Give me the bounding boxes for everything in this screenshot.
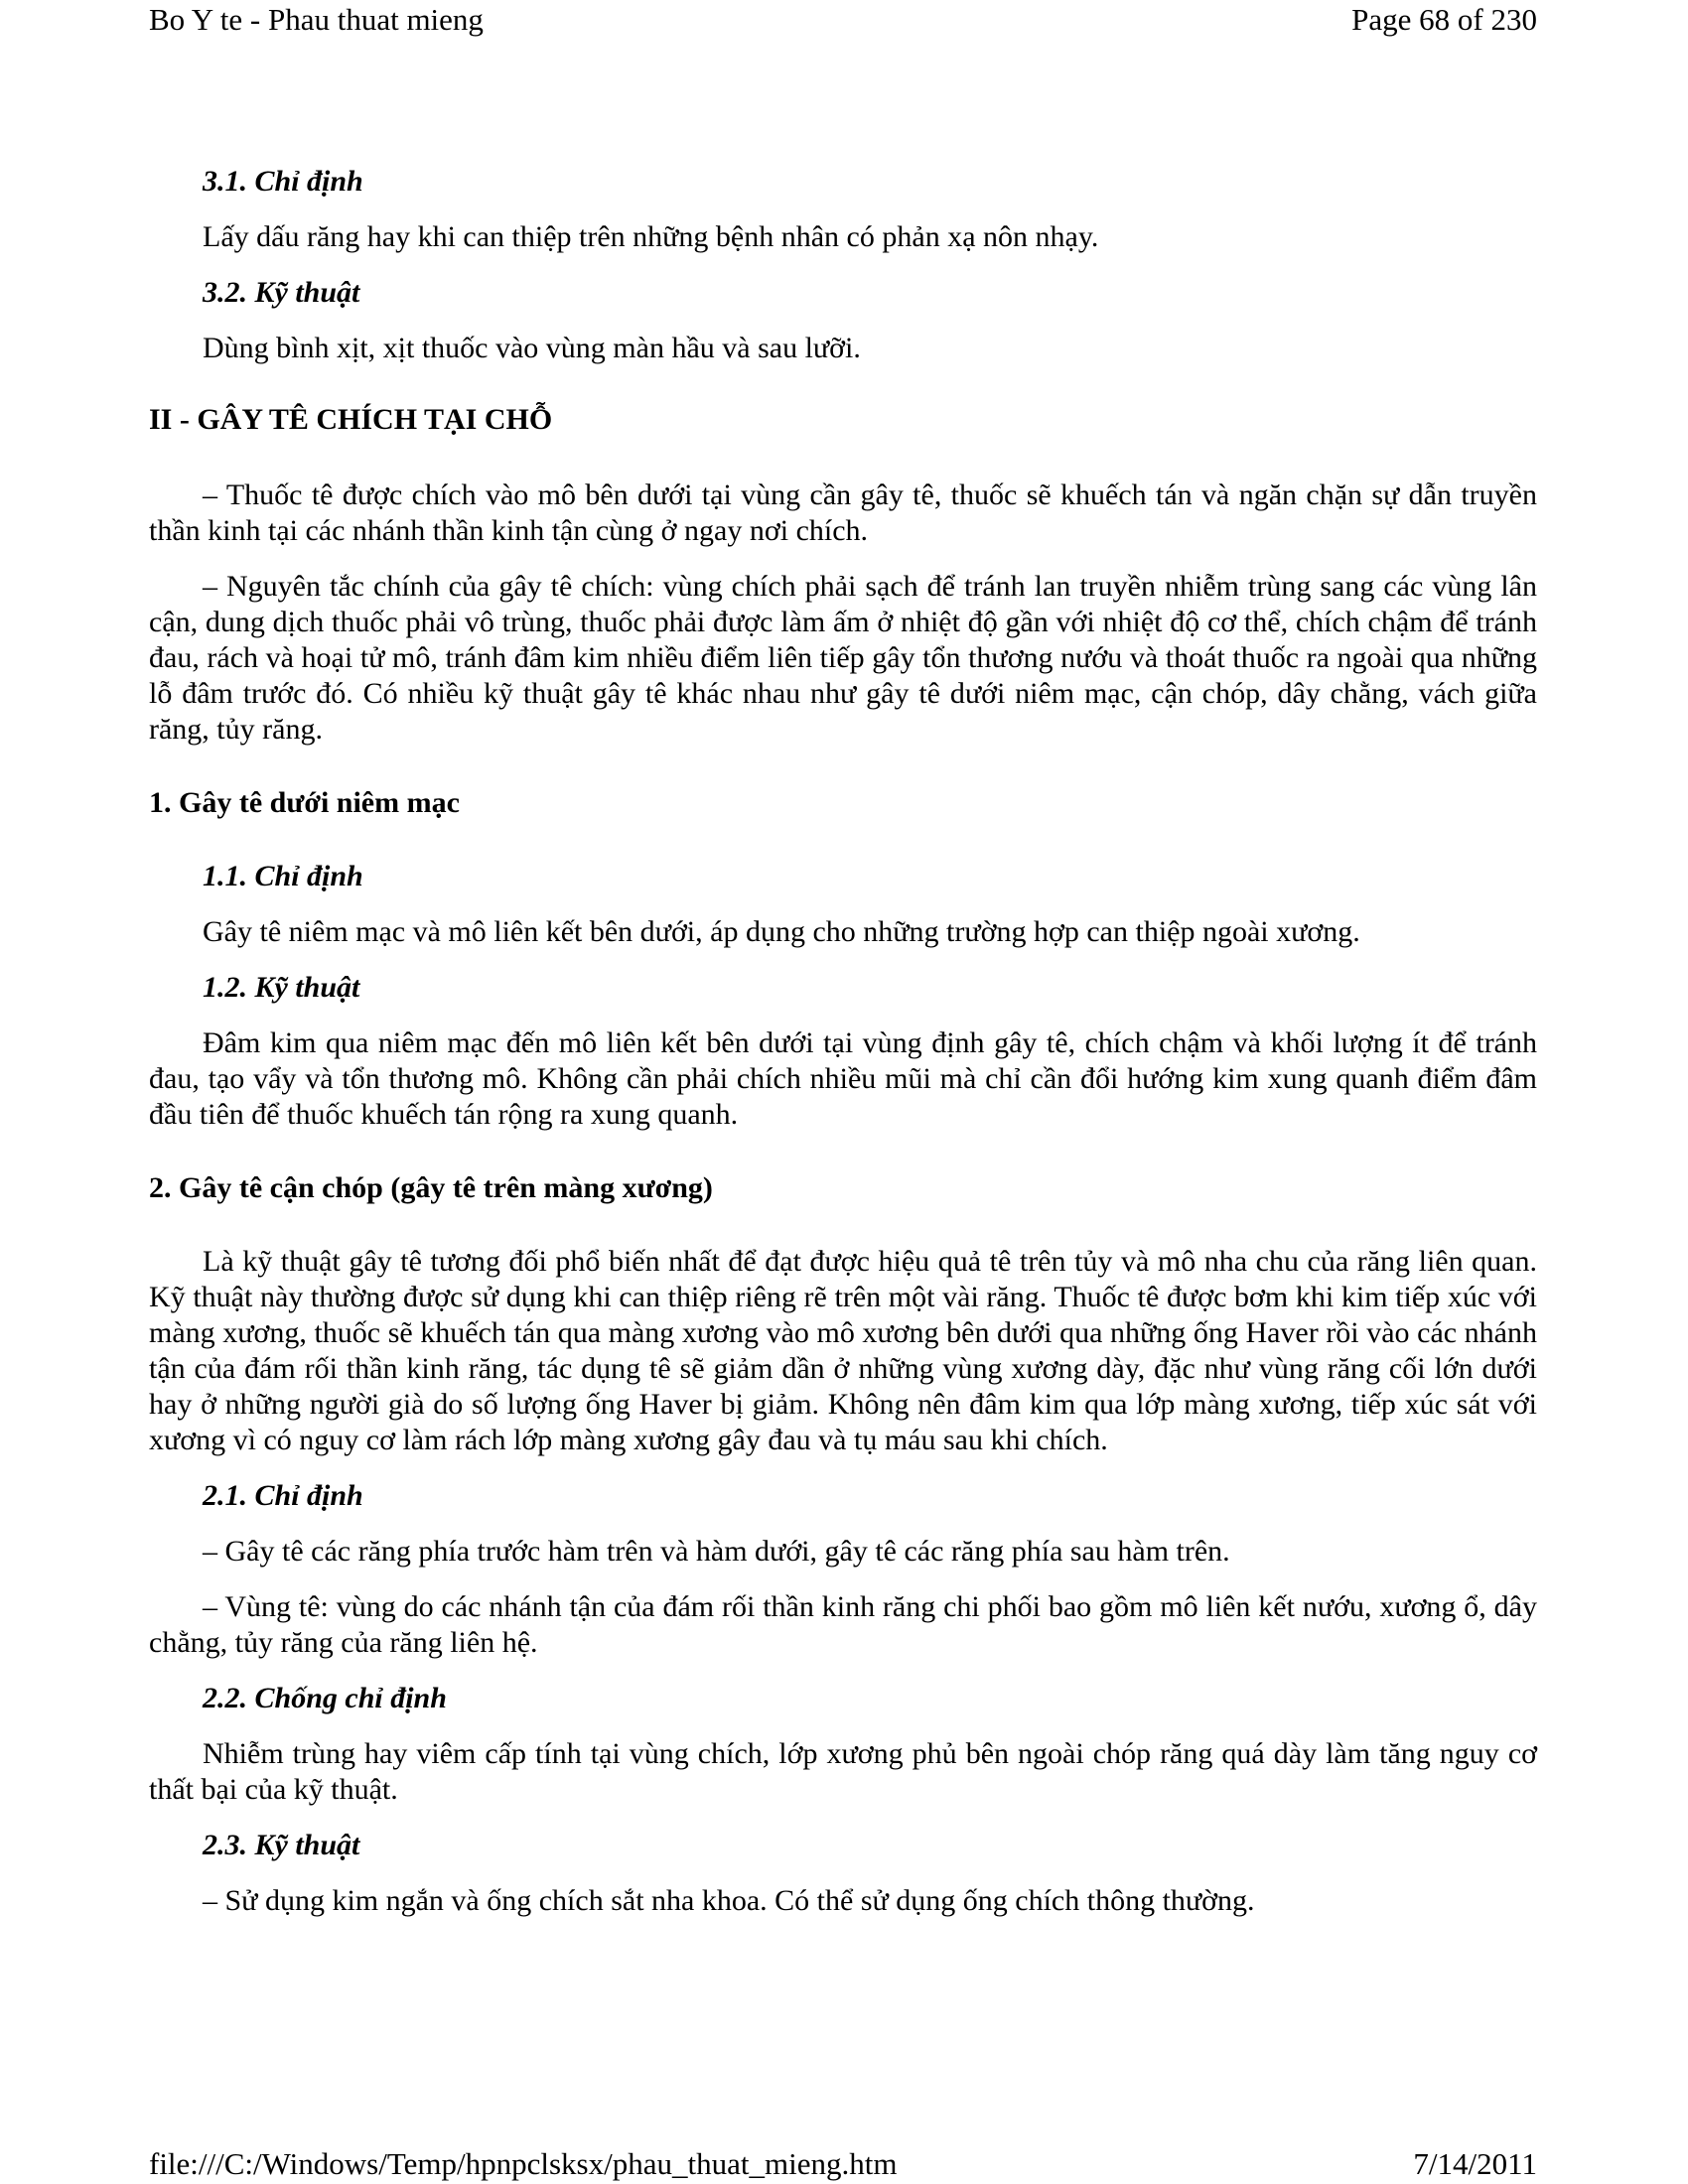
paragraph: Đâm kim qua niêm mạc đến mô liên kết bên dưới tại vùng định gây tê, chích chậm và khối lượng ít để tránh đau, tạo vẩy và tổn thương mô. Không cần phải chích nhiều mũi mà chỉ cần đổi hướng kim xung quanh điểm đâm đầu tiên để thuốc khuếch tán rộng ra xung quanh.: [149, 1026, 1537, 1131]
page-header: [149, 2, 1537, 38]
paragraph: – Vùng tê: vùng do các nhánh tận của đám rối thần kinh răng chi phối bao gồm mô liên kết nướu, xương ổ, dây chằng, tủy răng của răng liên hệ.: [149, 1590, 1537, 1659]
paragraph: – Sử dụng kim ngắn và ống chích sắt nha khoa. Có thể sử dụng ống chích thông thường.: [203, 1884, 1255, 1917]
subsection-heading: 3.1. Chỉ định: [203, 165, 363, 198]
page-number: Page 68 of 230: [1351, 2, 1537, 37]
paragraph: Nhiễm trùng hay viêm cấp tính tại vùng chích, lớp xương phủ bên ngoài chóp răng quá dày làm tăng nguy cơ thất bại của kỹ thuật.: [149, 1737, 1537, 1806]
paragraph: Gây tê niêm mạc và mô liên kết bên dưới, áp dụng cho những trường hợp can thiệp ngoài xương.: [203, 915, 1360, 948]
document-body: [149, 164, 1537, 1939]
subsection-heading: 1.1. Chỉ định: [203, 860, 363, 892]
subsection-heading: 2.1. Chỉ định: [203, 1479, 363, 1512]
page-footer: [149, 2146, 1537, 2182]
section-heading: II - GÂY TÊ CHÍCH TẠI CHỖ: [149, 403, 553, 436]
paragraph: Lấy dấu răng hay khi can thiệp trên những bệnh nhân có phản xạ nôn nhạy.: [203, 220, 1099, 253]
paragraph: Dùng bình xịt, xịt thuốc vào vùng màn hầu và sau lưỡi.: [203, 332, 861, 364]
subsection-heading: 3.2. Kỹ thuật: [203, 276, 360, 309]
paragraph: – Thuốc tê được chích vào mô bên dưới tại vùng cần gây tê, thuốc sẽ khuếch tán và ngăn chặn sự dẫn truyền thần kinh tại các nhánh thần kinh tận cùng ở ngay nơi chích.: [149, 478, 1537, 547]
document-title: Bo Y te - Phau thuat mieng: [149, 2, 484, 37]
file-path: file:///C:/Windows/Temp/hpnpclsksx/phau_thuat_mieng.htm: [149, 2146, 898, 2181]
paragraph: – Nguyên tắc chính của gây tê chích: vùng chích phải sạch để tránh lan truyền nhiễm trùng sang các vùng lân cận, dung dịch thuốc phải vô trùng, thuốc phải được làm ấm ở nhiệt độ gần với nhiệt độ cơ thể, chích chậm để tránh đau, rách và hoại tử mô, tránh đâm kim nhiều điểm liên tiếp gây tổn thương nướu và thoát thuốc ra ngoài qua những lỗ đâm trước đó. Có nhiều kỹ thuật gây tê khác nhau như gây tê dưới niêm mạc, cận chóp, dây chằng, vách giữa răng, tủy răng.: [149, 570, 1537, 746]
print-date: 7/14/2011: [1413, 2146, 1537, 2181]
paragraph: Là kỹ thuật gây tê tương đối phổ biến nhất để đạt được hiệu quả tê trên tủy và mô nha chu của răng liên quan. Kỹ thuật này thường được sử dụng khi can thiệp riêng rẽ trên một vài răng. Thuốc tê được bơm khi kim tiếp xúc với màng xương, thuốc sẽ khuếch tán qua màng xương vào mô xương bên dưới qua những ống Haver rồi vào các nhánh tận của đám rối thần kinh răng, tác dụng tê sẽ giảm dần ở những vùng xương dày, đặc như vùng răng cối lớn dưới hay ở những người già do số lượng ống Haver bị giảm. Không nên đâm kim qua lớp màng xương, tiếp xúc sát với xương vì có nguy cơ làm rách lớp màng xương gây đau và tụ máu sau khi chích.: [149, 1245, 1537, 1456]
subsection-heading: 1.2. Kỹ thuật: [203, 971, 360, 1004]
subsection-heading: 2.2. Chống chỉ định: [203, 1682, 447, 1714]
subsection-heading: 2.3. Kỹ thuật: [203, 1829, 360, 1861]
section-heading: 1. Gây tê dưới niêm mạc: [149, 786, 460, 819]
section-heading: 2. Gây tê cận chóp (gây tê trên màng xương): [149, 1171, 713, 1204]
paragraph: – Gây tê các răng phía trước hàm trên và hàm dưới, gây tê các răng phía sau hàm trên.: [203, 1535, 1230, 1568]
